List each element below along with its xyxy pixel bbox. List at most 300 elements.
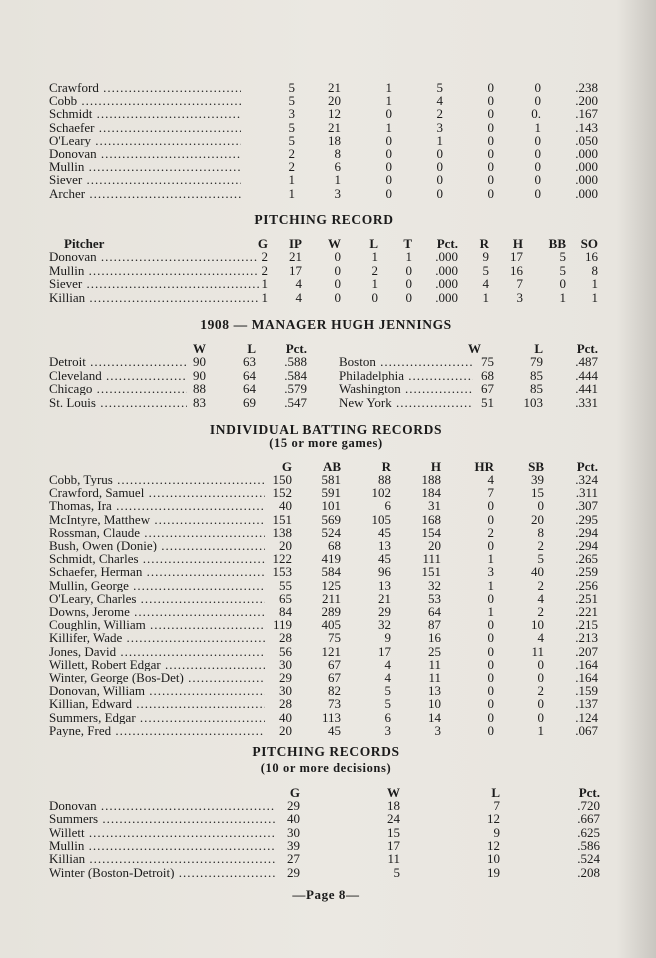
batting-top-cell: 5: [288, 93, 295, 109]
pitching-record-header: T: [403, 236, 412, 251]
individual-batting-cell: 13: [378, 577, 391, 593]
batting-top-cell: 0: [487, 93, 494, 109]
individual-batting-cell: .294: [575, 524, 598, 540]
individual-batting-title: INDIVIDUAL BATTING RECORDS: [209, 422, 443, 437]
individual-batting-cell: 7: [487, 485, 494, 501]
batting-top-cell: 0: [436, 159, 443, 175]
individual-batting-cell: 84: [279, 604, 292, 619]
pitching-record-cell: 0: [405, 289, 412, 305]
individual-batting-cell: 105: [371, 511, 391, 527]
batting-top-cell: 1: [334, 172, 341, 188]
individual-batting-cell: 1: [487, 577, 494, 593]
individual-batting-cell: 14: [428, 709, 441, 725]
individual-batting-player: Bush, Owen (Donie) .....: [49, 539, 265, 552]
pitching-record-cell: 4: [295, 276, 302, 291]
pitching-records-cell: 39: [287, 837, 300, 853]
batting-top-player-name: Siever .....: [49, 173, 241, 186]
individual-batting-cell: 45: [328, 722, 341, 738]
individual-batting-cell: 4: [384, 670, 391, 685]
individual-batting-cell: 45: [378, 524, 391, 540]
standings-cell: 88: [193, 381, 206, 396]
pitching-record-cell: 2: [261, 262, 268, 278]
standings-team-name: Washington .....: [339, 382, 473, 395]
batting-top-cell: 6: [334, 159, 341, 175]
batting-top-cell: .143: [575, 119, 598, 135]
individual-batting-cell: 150: [272, 472, 292, 487]
individual-batting-cell: 40: [279, 498, 292, 514]
individual-batting-header: H: [430, 459, 441, 474]
individual-batting-cell: 64: [428, 604, 441, 619]
pitching-record-cell: 0: [334, 262, 341, 278]
batting-top-cell: 21: [328, 119, 341, 135]
pitching-record-cell: 1: [482, 289, 489, 305]
batting-top-cell: 0: [385, 172, 392, 188]
individual-batting-cell: 1: [487, 551, 494, 567]
pitching-record-cell: .000: [435, 289, 458, 305]
pitching-records-cell: 19: [487, 864, 500, 880]
pitching-record-cell: 17: [510, 249, 523, 264]
individual-batting-cell: 29: [279, 670, 292, 685]
pitching-records-cell: 7: [493, 798, 500, 813]
pitching-records-cell: 15: [387, 824, 400, 840]
pitching-records-cell: 24: [387, 811, 400, 827]
individual-batting-cell: 154: [421, 524, 441, 540]
batting-top-cell: 0: [534, 93, 541, 109]
individual-batting-cell: 28: [279, 696, 292, 712]
batting-top-cell: 0: [436, 146, 443, 161]
individual-batting-cell: 0: [487, 630, 494, 646]
individual-batting-cell: 2: [537, 577, 544, 593]
individual-batting-cell: 10: [428, 696, 441, 712]
batting-top-cell: 0: [385, 185, 392, 201]
individual-batting-player: Cobb, Tyrus .....: [49, 473, 265, 486]
individual-batting-cell: 3: [384, 722, 391, 738]
individual-batting-player: Coughlin, William .....: [49, 618, 265, 631]
individual-batting-player: Payne, Fred .....: [49, 724, 265, 737]
individual-batting-cell: .259: [575, 564, 598, 580]
pitching-record-cell: 4: [295, 289, 302, 305]
individual-batting-cell: 4: [487, 472, 494, 487]
batting-top-cell: 0: [385, 106, 392, 122]
batting-top-cell: 0: [487, 159, 494, 175]
standings-header: Pct.: [285, 341, 307, 356]
individual-batting-cell: 25: [428, 643, 441, 659]
individual-batting-cell: 0: [487, 722, 494, 738]
pitching-records-cell: 29: [287, 864, 300, 880]
standings-cell: .331: [575, 394, 598, 410]
batting-top-cell: 0: [487, 172, 494, 188]
individual-batting-cell: 53: [428, 590, 441, 606]
individual-batting-cell: 0: [487, 696, 494, 712]
individual-batting-cell: 56: [279, 643, 292, 659]
individual-batting-cell: 0: [537, 696, 544, 712]
individual-batting-cell: 405: [321, 617, 341, 633]
individual-batting-cell: 10: [531, 617, 544, 633]
standings-team-name: St. Louis .....: [49, 396, 187, 409]
individual-batting-cell: 188: [421, 472, 441, 487]
pitching-records-cell: 5: [393, 864, 400, 880]
pitching-records-subtitle: (10 or more decisions): [260, 761, 392, 775]
standings-cell: .584: [284, 367, 307, 383]
individual-batting-player: Mullin, George .....: [49, 579, 265, 592]
pitching-records-cell: .524: [577, 851, 600, 867]
individual-batting-cell: .137: [575, 696, 598, 712]
batting-top-cell: 5: [436, 80, 443, 95]
standings-header: L: [247, 341, 256, 356]
batting-top-cell: 5: [288, 119, 295, 135]
pitching-record-cell: 5: [482, 262, 489, 278]
pitching-record-header: Pct.: [436, 236, 458, 251]
pitching-record-cell: 17: [289, 262, 302, 278]
individual-batting-cell: 1: [487, 604, 494, 619]
standings-cell: 79: [530, 354, 543, 369]
individual-batting-cell: 39: [531, 472, 544, 487]
standings-title: 1908 — MANAGER HUGH JENNINGS: [200, 317, 452, 332]
pitching-record-cell: .000: [435, 262, 458, 278]
batting-top-cell: 1: [436, 132, 443, 148]
batting-top-cell: 0: [534, 172, 541, 188]
individual-batting-cell: 17: [378, 643, 391, 659]
pitching-records-header: W: [387, 785, 400, 800]
pitching-records-title: PITCHING RECORDS: [252, 744, 400, 759]
individual-batting-cell: 111: [422, 551, 441, 567]
individual-batting-cell: 65: [279, 590, 292, 606]
individual-batting-cell: 87: [428, 617, 441, 633]
pitching-record-pitcher: Siever .....: [49, 277, 259, 290]
individual-batting-cell: 6: [384, 709, 391, 725]
standings-cell: .579: [284, 381, 307, 396]
pitching-record-cell: 2: [371, 262, 378, 278]
pitching-records-cell: 12: [487, 837, 500, 853]
batting-top-player-name: O'Leary .....: [49, 134, 241, 147]
individual-batting-cell: 2: [537, 683, 544, 699]
pitching-record-title: PITCHING RECORD: [254, 212, 394, 227]
batting-top-cell: 0: [385, 159, 392, 175]
standings-cell: 64: [243, 381, 256, 396]
individual-batting-cell: 419: [321, 551, 341, 567]
individual-batting-cell: 13: [428, 683, 441, 699]
batting-top-cell: 20: [328, 93, 341, 109]
batting-top-cell: 0.: [531, 106, 541, 122]
batting-top-cell: 0: [385, 146, 392, 161]
standings-header: W: [468, 341, 481, 356]
individual-batting-cell: 569: [321, 511, 341, 527]
individual-batting-player: Willett, Robert Edgar .....: [49, 658, 265, 671]
individual-batting-player: Donovan, William .....: [49, 684, 265, 697]
individual-batting-cell: 289: [321, 604, 341, 619]
batting-top-cell: 8: [334, 146, 341, 161]
individual-batting-cell: 121: [321, 643, 341, 659]
individual-batting-header: AB: [322, 459, 341, 474]
individual-batting-cell: 153: [272, 564, 292, 580]
pitching-records-cell: .667: [577, 811, 600, 827]
batting-top-cell: 4: [436, 93, 443, 109]
batting-top-cell: .167: [575, 106, 598, 122]
individual-batting-cell: 28: [279, 630, 292, 646]
pitching-records-cell: 27: [287, 851, 300, 867]
batting-top-cell: .050: [575, 132, 598, 148]
individual-batting-cell: .207: [575, 643, 598, 659]
pitching-records-pitcher: Winter (Boston-Detroit) .....: [49, 866, 275, 879]
individual-batting-cell: 9: [384, 630, 391, 646]
individual-batting-cell: 2: [537, 538, 544, 553]
individual-batting-cell: 45: [378, 551, 391, 567]
batting-top-cell: 0: [534, 132, 541, 148]
individual-batting-cell: .311: [575, 485, 598, 501]
individual-batting-cell: .324: [575, 472, 598, 487]
individual-batting-cell: .294: [575, 538, 598, 553]
individual-batting-cell: 11: [531, 643, 544, 659]
individual-batting-cell: 32: [428, 577, 441, 593]
batting-top-cell: 5: [288, 132, 295, 148]
standings-team-name: Detroit .....: [49, 355, 187, 368]
individual-batting-player: Schmidt, Charles .....: [49, 552, 265, 565]
standings-cell: .444: [575, 367, 598, 383]
individual-batting-cell: 13: [378, 538, 391, 553]
pitching-record-cell: 16: [510, 262, 523, 278]
pitching-record-pitcher: Mullin .....: [49, 264, 259, 277]
individual-batting-cell: 88: [378, 472, 391, 487]
pitching-record-header: L: [369, 236, 378, 251]
standings-cell: .441: [575, 381, 598, 396]
pitching-record-cell: 5: [559, 262, 566, 278]
batting-top-cell: .200: [575, 93, 598, 109]
standings-team-name: Chicago .....: [49, 382, 187, 395]
individual-batting-cell: 151: [421, 564, 441, 580]
page-footer: —Page 8—: [292, 887, 360, 902]
standings-cell: 85: [530, 367, 543, 383]
standings-cell: 64: [243, 367, 256, 383]
batting-top-cell: 1: [385, 93, 392, 109]
individual-batting-player: McIntyre, Matthew .....: [49, 513, 265, 526]
pitching-record-cell: 0: [405, 262, 412, 278]
individual-batting-cell: 0: [487, 670, 494, 685]
individual-batting-cell: 0: [487, 498, 494, 514]
standings-cell: 69: [243, 394, 256, 410]
pitching-record-header: IP: [289, 236, 302, 251]
batting-top-cell: 0: [534, 80, 541, 95]
pitching-record-cell: 1: [371, 249, 378, 264]
batting-top-cell: 0: [436, 172, 443, 188]
individual-batting-cell: .221: [575, 604, 598, 619]
pitching-records-pitcher: Willett .....: [49, 826, 275, 839]
batting-top-cell: .000: [575, 172, 598, 188]
individual-batting-cell: .215: [575, 617, 598, 633]
individual-batting-cell: 1: [537, 722, 544, 738]
batting-top-cell: .000: [575, 146, 598, 161]
batting-top-player-name: Crawford .....: [49, 81, 241, 94]
pitching-record-cell: 0: [371, 289, 378, 305]
pitching-record-header: R: [479, 236, 489, 251]
individual-batting-cell: 584: [321, 564, 341, 580]
batting-top-cell: 18: [328, 132, 341, 148]
individual-batting-cell: 20: [279, 538, 292, 553]
individual-batting-cell: 125: [321, 577, 341, 593]
batting-top-cell: 2: [288, 146, 295, 161]
pitching-records-pitcher: Donovan .....: [49, 799, 275, 812]
batting-top-cell: 3: [436, 119, 443, 135]
individual-batting-cell: .124: [575, 709, 598, 725]
batting-top-cell: 3: [334, 185, 341, 201]
individual-batting-player: Rossman, Claude .....: [49, 526, 265, 539]
individual-batting-player: Downs, Jerome .....: [49, 605, 265, 618]
individual-batting-cell: 5: [537, 551, 544, 567]
batting-top-cell: 1: [288, 185, 295, 201]
standings-cell: 68: [481, 367, 494, 383]
pitching-record-cell: 7: [516, 276, 523, 291]
pitching-records-cell: 9: [493, 824, 500, 840]
batting-top-player-name: Schaefer .....: [49, 121, 241, 134]
pitching-records-cell: 10: [487, 851, 500, 867]
standings-team-name: Cleveland .....: [49, 369, 187, 382]
pitching-record-cell: 2: [261, 249, 268, 264]
individual-batting-cell: 11: [428, 656, 441, 672]
individual-batting-cell: .251: [575, 590, 598, 606]
batting-top-cell: 0: [487, 185, 494, 201]
batting-top-cell: 0: [436, 185, 443, 201]
individual-batting-cell: 581: [321, 472, 341, 487]
pitching-record-header: G: [257, 236, 268, 251]
individual-batting-cell: .159: [575, 683, 598, 699]
batting-top-cell: 0: [385, 132, 392, 148]
individual-batting-cell: 4: [537, 630, 544, 646]
individual-batting-cell: 30: [279, 683, 292, 699]
individual-batting-cell: .265: [575, 551, 598, 567]
individual-batting-header: Pct.: [576, 459, 598, 474]
batting-top-cell: 0: [487, 132, 494, 148]
standings-cell: .588: [284, 354, 307, 369]
standings-cell: .547: [284, 394, 307, 410]
individual-batting-cell: 101: [321, 498, 341, 514]
individual-batting-cell: .307: [575, 498, 598, 514]
batting-top-cell: 2: [436, 106, 443, 122]
batting-top-cell: 0: [534, 185, 541, 201]
standings-cell: .487: [575, 354, 598, 369]
individual-batting-cell: 5: [384, 696, 391, 712]
pitching-records-cell: 11: [387, 851, 400, 867]
batting-top-cell: 12: [328, 106, 341, 122]
batting-top-player-name: Cobb .....: [49, 94, 241, 107]
individual-batting-cell: 16: [428, 630, 441, 646]
batting-top-player-name: Archer .....: [49, 187, 241, 200]
pitching-records-cell: 40: [287, 811, 300, 827]
batting-top-cell: 21: [328, 80, 341, 95]
batting-top-cell: .238: [575, 80, 598, 95]
pitching-record-cell: 16: [585, 249, 598, 264]
batting-top-player-name: Schmidt .....: [49, 107, 241, 120]
individual-batting-cell: 0: [487, 617, 494, 633]
individual-batting-subtitle: (15 or more games): [269, 436, 383, 450]
individual-batting-cell: 0: [537, 709, 544, 725]
individual-batting-cell: 3: [434, 722, 441, 738]
individual-batting-cell: 0: [487, 683, 494, 699]
individual-batting-player: Thomas, Ira .....: [49, 499, 265, 512]
individual-batting-cell: 31: [428, 498, 441, 514]
pitching-records-pitcher: Mullin .....: [49, 839, 275, 852]
pitching-record-cell: 0: [334, 289, 341, 305]
pitching-records-header: G: [289, 785, 300, 800]
individual-batting-cell: 152: [272, 485, 292, 501]
individual-batting-player: Killian, Edward .....: [49, 697, 265, 710]
individual-batting-header: R: [381, 459, 391, 474]
pitching-records-cell: 12: [487, 811, 500, 827]
individual-batting-cell: 40: [531, 564, 544, 580]
batting-top-cell: .000: [575, 159, 598, 175]
standings-team-name: New York .....: [339, 396, 473, 409]
individual-batting-cell: 3: [487, 564, 494, 580]
batting-top-cell: 3: [288, 106, 295, 122]
standings-cell: 67: [481, 381, 494, 396]
batting-top-cell: 2: [288, 159, 295, 175]
pitching-record-cell: 1: [591, 276, 598, 291]
pitching-record-pitcher: Killian .....: [49, 291, 259, 304]
pitching-records-header: Pct.: [578, 785, 600, 800]
individual-batting-cell: 168: [421, 511, 441, 527]
pitching-records-cell: 30: [287, 824, 300, 840]
individual-batting-cell: 102: [371, 485, 391, 501]
batting-top-player-name: Mullin .....: [49, 160, 241, 173]
individual-batting-cell: 151: [272, 511, 292, 527]
individual-batting-cell: 32: [378, 617, 391, 633]
individual-batting-cell: 0: [487, 656, 494, 672]
individual-batting-cell: .067: [575, 722, 598, 738]
individual-batting-player: Summers, Edgar .....: [49, 711, 265, 724]
individual-batting-cell: 0: [487, 709, 494, 725]
individual-batting-cell: 0: [537, 498, 544, 514]
individual-batting-cell: 0: [487, 511, 494, 527]
pitching-record-header: H: [512, 236, 523, 251]
individual-batting-cell: 138: [272, 524, 292, 540]
individual-batting-cell: 0: [537, 656, 544, 672]
individual-batting-cell: 73: [328, 696, 341, 712]
individual-batting-cell: 184: [421, 485, 441, 501]
individual-batting-cell: 21: [378, 590, 391, 606]
standings-header: Pct.: [576, 341, 598, 356]
batting-top-cell: .000: [575, 185, 598, 201]
individual-batting-cell: 67: [328, 656, 341, 672]
batting-top-cell: 1: [288, 172, 295, 188]
standings-cell: 90: [193, 354, 206, 369]
batting-top-cell: 1: [385, 119, 392, 135]
individual-batting-header: HR: [474, 459, 494, 474]
batting-top-cell: 1: [385, 80, 392, 95]
batting-top-cell: 1: [534, 119, 541, 135]
individual-batting-cell: 211: [321, 590, 341, 606]
individual-batting-cell: 8: [537, 524, 544, 540]
individual-batting-cell: .164: [575, 656, 598, 672]
batting-top-cell: 0: [487, 146, 494, 161]
individual-batting-cell: 82: [328, 683, 341, 699]
individual-batting-cell: 5: [384, 683, 391, 699]
pitching-records-cell: .720: [577, 798, 600, 813]
standings-header: L: [534, 341, 543, 356]
individual-batting-cell: 29: [378, 604, 391, 619]
pitching-records-cell: .586: [577, 837, 600, 853]
individual-batting-cell: 0: [487, 590, 494, 606]
pitching-records-cell: 18: [387, 798, 400, 813]
standings-team-name: Boston .....: [339, 355, 473, 368]
pitching-record-cell: 9: [482, 249, 489, 264]
pitching-record-cell: .000: [435, 249, 458, 264]
pitching-record-cell: .000: [435, 276, 458, 291]
individual-batting-cell: 591: [321, 485, 341, 501]
pitching-record-cell: 5: [559, 249, 566, 264]
pitching-record-cell: 1: [261, 289, 268, 305]
pitching-record-cell: 8: [591, 262, 598, 278]
individual-batting-cell: 67: [328, 670, 341, 685]
individual-batting-cell: 119: [272, 617, 292, 633]
individual-batting-player: Killifer, Wade .....: [49, 631, 265, 644]
